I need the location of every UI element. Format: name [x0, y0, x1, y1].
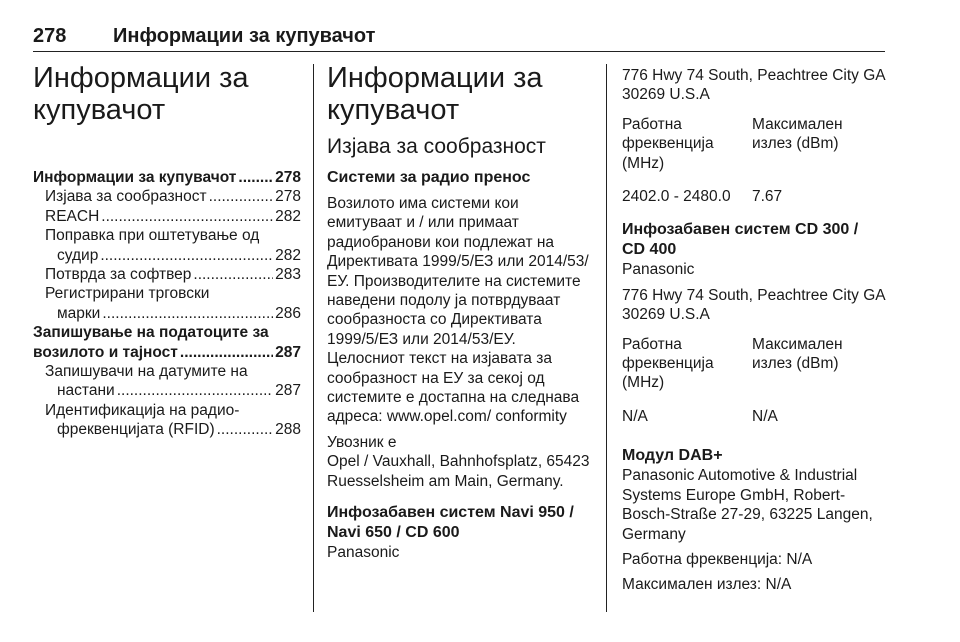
toc-entry[interactable] [33, 187, 301, 206]
table-header-frequency: Работна фреквенција (MHz) [622, 335, 714, 392]
toc-entry-label: Запишување на податоците за [33, 324, 269, 342]
toc-entry[interactable] [33, 381, 301, 400]
toc-leader-dots [217, 420, 274, 439]
system-manufacturer: Panasonic [327, 544, 400, 562]
toc-entry-label: Регистрирани трговски [45, 285, 210, 303]
toc-entry-label: Потврда за софтвер [45, 266, 192, 284]
system-title: Инфозабавен систем CD 300 / CD 400 [622, 221, 859, 259]
toc-entry[interactable] [33, 265, 301, 284]
toc-entry-page: 282 [275, 207, 301, 225]
table-cell-frequency: 2402.0 - 2480.0 [622, 188, 731, 206]
toc-entry[interactable] [33, 401, 301, 420]
toc-leader-dots [180, 343, 273, 362]
toc-entry-page: 278 [275, 188, 301, 206]
chapter-heading: Информации за купувачот [327, 62, 543, 126]
toc-entry[interactable] [33, 207, 301, 226]
toc-entry-page: 288 [275, 421, 301, 439]
toc-entry[interactable] [33, 246, 301, 265]
toc-entry-label: настани [57, 382, 115, 400]
toc-entry[interactable] [33, 343, 301, 362]
toc-entry[interactable] [33, 226, 301, 245]
subsection-heading: Системи за радио пренос [327, 169, 531, 186]
table-cell-output: 7.67 [752, 188, 783, 206]
spec-table [622, 115, 885, 221]
toc-entry-page: 286 [275, 304, 301, 322]
toc-entry[interactable] [33, 323, 301, 342]
toc-leader-dots [101, 207, 273, 226]
toc-entry-label: марки [57, 304, 101, 322]
column-divider [606, 64, 607, 612]
column-divider [313, 64, 314, 612]
toc-entry[interactable] [33, 304, 301, 323]
toc-entry-label: REACH [45, 207, 100, 225]
running-title: Информации за купувачот [113, 25, 376, 47]
module-output: Максимален излез: N/A [622, 576, 792, 594]
column-left [33, 62, 301, 440]
toc-entry-page: 283 [275, 266, 301, 284]
chapter-heading: Информации за купувачот [33, 62, 249, 126]
module-frequency: Работна фреквенција: N/A [622, 550, 813, 568]
toc-entry-page: 282 [275, 246, 301, 264]
toc-leader-dots [117, 381, 273, 400]
manufacturer-address: 776 Hwy 74 South, Peachtree City GA 30269 U.S.A [622, 67, 885, 104]
system-manufacturer: Panasonic [622, 261, 695, 279]
toc-entry-page: 287 [275, 343, 301, 361]
section-heading: Изјава за сообразност [327, 135, 546, 158]
toc-leader-dots [193, 265, 273, 284]
toc-entry-label: Информации за купувачот [33, 169, 237, 186]
toc-entry-label: фреквенцијата (RFID) [57, 421, 215, 439]
manufacturer-address: 776 Hwy 74 South, Peachtree City GA 30269 U.S.A [622, 286, 885, 324]
toc-entry-label: Поправка при оштетување од [45, 227, 260, 245]
toc-entry-page: 287 [275, 382, 301, 400]
body-paragraph: Возилото има системи кои емитуваат и / или примаат радиобранови кои подлежат на Директивата 1999/5/ЕЗ или 2014/53/ЕУ. Производителите на системите наведени подолу ја потврдуваат сообразноста со Директивата 1999/5/ЕЗ или 2014/53/ЕУ. Целосниот текст на изјавата за сообразност на ЕУ за секој од системите е достапна на следнава адреса: www.opel.com/ conformity [327, 195, 589, 426]
table-cell-output: N/A [752, 407, 778, 425]
table-of-contents [33, 168, 301, 440]
toc-entry[interactable] [33, 362, 301, 381]
toc-leader-dots [209, 187, 274, 206]
toc-entry-label: Изјава за сообразност [45, 188, 207, 206]
toc-entry-label: Идентификација на радио- [45, 401, 240, 419]
table-header-frequency: Работна фреквенција (MHz) [622, 115, 714, 172]
page-number: 278 [33, 25, 67, 47]
toc-entry-label: возилото и тајност [33, 343, 178, 361]
column-right [622, 62, 885, 595]
toc-leader-dots [102, 304, 273, 323]
toc-entry[interactable] [33, 420, 301, 439]
module-title: Модул DAB+ [622, 447, 723, 465]
column-middle [327, 62, 590, 563]
table-cell-frequency: N/A [622, 407, 648, 425]
table-header-output: Максимален излез (dBm) [752, 115, 843, 153]
system-title: Инфозабавен систем Navi 950 / Navi 650 / CD 600 [327, 504, 574, 542]
toc-entry-label: судир [57, 246, 99, 264]
toc-entry-page: 278 [275, 169, 301, 186]
module-manufacturer: Panasonic Automotive & Industrial Systems Europe GmbH, Robert-Bosch-Straße 27-29, 63225 Langen, Germany [622, 467, 873, 543]
page-header [33, 22, 885, 52]
table-header-output: Максимален излез (dBm) [752, 335, 843, 373]
toc-entry[interactable] [33, 284, 301, 303]
toc-leader-dots [238, 168, 273, 187]
importer-address: Opel / Vauxhall, Bahnhofsplatz, 65423 Ruesselsheim am Main, Germany. [327, 453, 590, 490]
toc-entry[interactable] [33, 168, 301, 187]
spec-table [622, 335, 885, 441]
importer-label: Увозник е [327, 433, 397, 451]
toc-leader-dots [100, 246, 273, 265]
toc-entry-label: Запишувачи на датумите на [45, 363, 248, 381]
